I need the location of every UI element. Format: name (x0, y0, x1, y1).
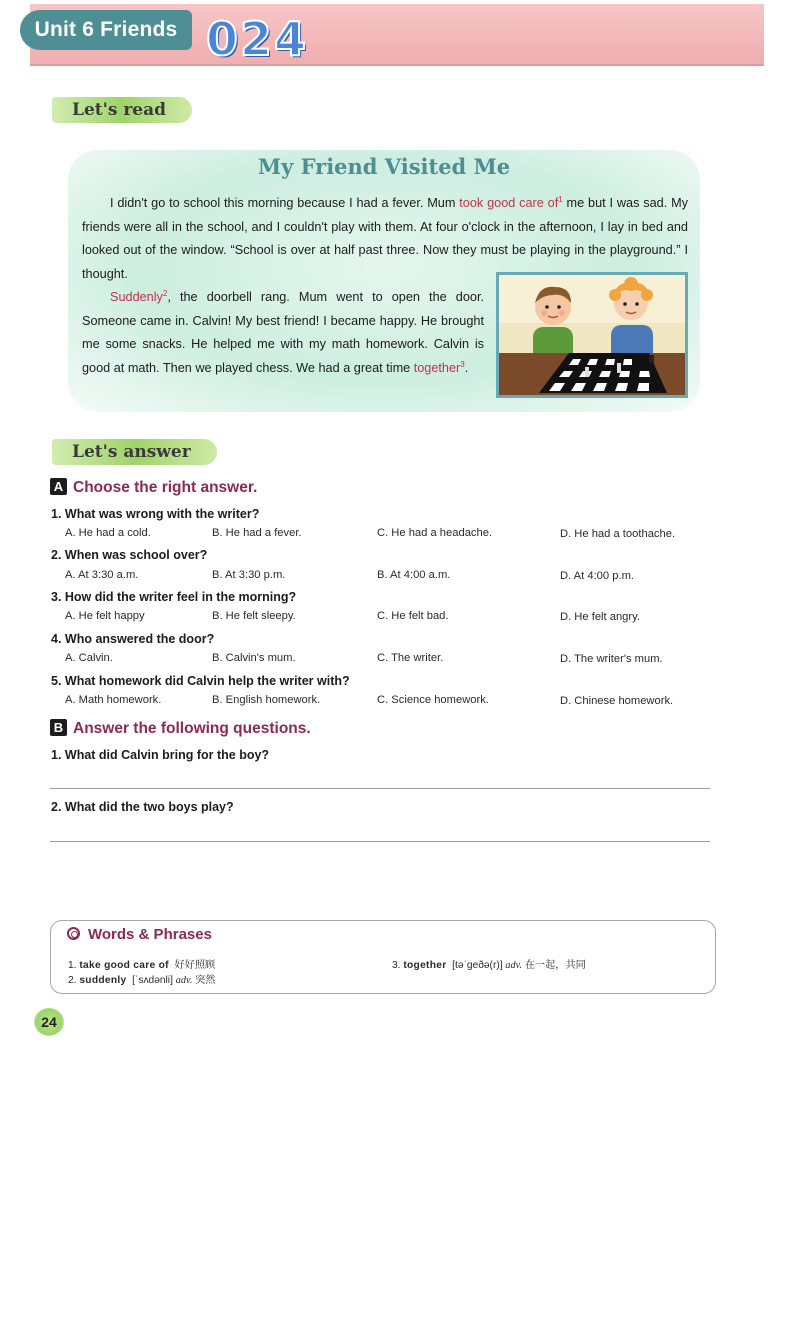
open-question-2: 2. What did the two boys play? (51, 800, 234, 814)
q3-option-d[interactable]: D. He felt angry. (560, 611, 640, 623)
q4-option-d[interactable]: D. The writer's mum. (560, 653, 663, 665)
question-3: 3. How did the writer feel in the morning? (51, 590, 297, 604)
word-item-1: 1. take good care of 好好照顾 (68, 960, 216, 971)
q3-option-b[interactable]: B. He felt sleepy. (212, 610, 296, 622)
q1-option-a[interactable]: A. He had a cold. (65, 527, 151, 539)
chess-illustration (496, 272, 688, 398)
vocab-took-good-care-of: took good care of (459, 196, 559, 210)
q5-option-c[interactable]: C. Science homework. (377, 694, 489, 706)
part-b-letter: B (50, 719, 67, 736)
q2-option-d[interactable]: D. At 4:00 p.m. (560, 570, 634, 582)
q5-option-b[interactable]: B. English homework. (212, 694, 321, 706)
question-2: 2. When was school over? (51, 548, 208, 562)
lets-read-tag: Let's read (52, 97, 192, 123)
story-paragraph-2: Suddenly$^2$, the doorbell rang. Mum went to open the door. Someone came in. Calvin! My best friend! I became happy. He brought me some snacks. He helped me with my math homework. Calvin is good at math. Then we played chess. We had a great time together$^3$. (82, 288, 484, 375)
q2-option-c[interactable]: B. At 4:00 a.m. (377, 569, 451, 581)
question-1: 1. What was wrong with the writer? (51, 507, 260, 521)
q3-option-c[interactable]: C. He felt bad. (377, 610, 449, 622)
part-a-letter: A (50, 478, 67, 495)
circle-target-icon (67, 927, 80, 940)
q1-option-b[interactable]: B. He had a fever. (212, 527, 302, 539)
q4-option-c[interactable]: C. The writer. (377, 652, 444, 664)
q1-option-c[interactable]: C. He had a headache. (377, 527, 493, 539)
words-phrases-title: Words & Phrases (67, 926, 212, 943)
part-b-heading: B Answer the following questions. (50, 719, 311, 738)
boys-playing-chess-image (499, 275, 685, 395)
q4-option-b[interactable]: B. Calvin's mum. (212, 652, 296, 664)
q2-option-a[interactable]: A. At 3:30 a.m. (65, 569, 139, 581)
answer-line-2[interactable] (50, 841, 710, 842)
answer-line-1[interactable] (50, 788, 710, 789)
open-question-1: 1. What did Calvin bring for the boy? (51, 748, 270, 762)
q2-option-b[interactable]: B. At 3:30 p.m. (212, 569, 286, 581)
word-item-3: 3. together [təˈgeðə(r)] adv. 在一起，共同 (392, 960, 586, 971)
unit-label: Unit 6 Friends (20, 10, 192, 50)
q4-option-a[interactable]: A. Calvin. (65, 652, 113, 664)
question-4: 4. Who answered the door? (51, 632, 215, 646)
page-code: 024 (206, 12, 309, 66)
q1-option-d[interactable]: D. He had a toothache. (560, 528, 676, 540)
question-5: 5. What homework did Calvin help the writer with? (51, 674, 350, 688)
story-paragraph-1: I didn't go to school this morning because I had a fever. Mum took good care $of^1$ me but I was sad. My friends were all in the school, and I couldn't play with them. At four o'clock in the afternoon, I lay in bed and looked out of the window. “School is over at half past three. Now they must be playing in the playground.” I thought. (82, 194, 688, 281)
page-number: 24 (34, 1008, 64, 1036)
vocab-together: together (413, 360, 461, 375)
part-a-heading: A Choose the right answer. (50, 478, 257, 497)
q5-option-a[interactable]: A. Math homework. (65, 694, 162, 706)
q5-option-d[interactable]: D. Chinese homework. (560, 695, 674, 707)
lets-answer-tag: Let's answer (52, 439, 217, 465)
word-item-2: 2. suddenly [ˈsʌdənli] adv. 突然 (68, 975, 216, 986)
q3-option-a[interactable]: A. He felt happy (65, 610, 145, 622)
vocab-suddenly: Suddenly (110, 290, 163, 304)
story-title: My Friend Visited Me (257, 154, 511, 179)
